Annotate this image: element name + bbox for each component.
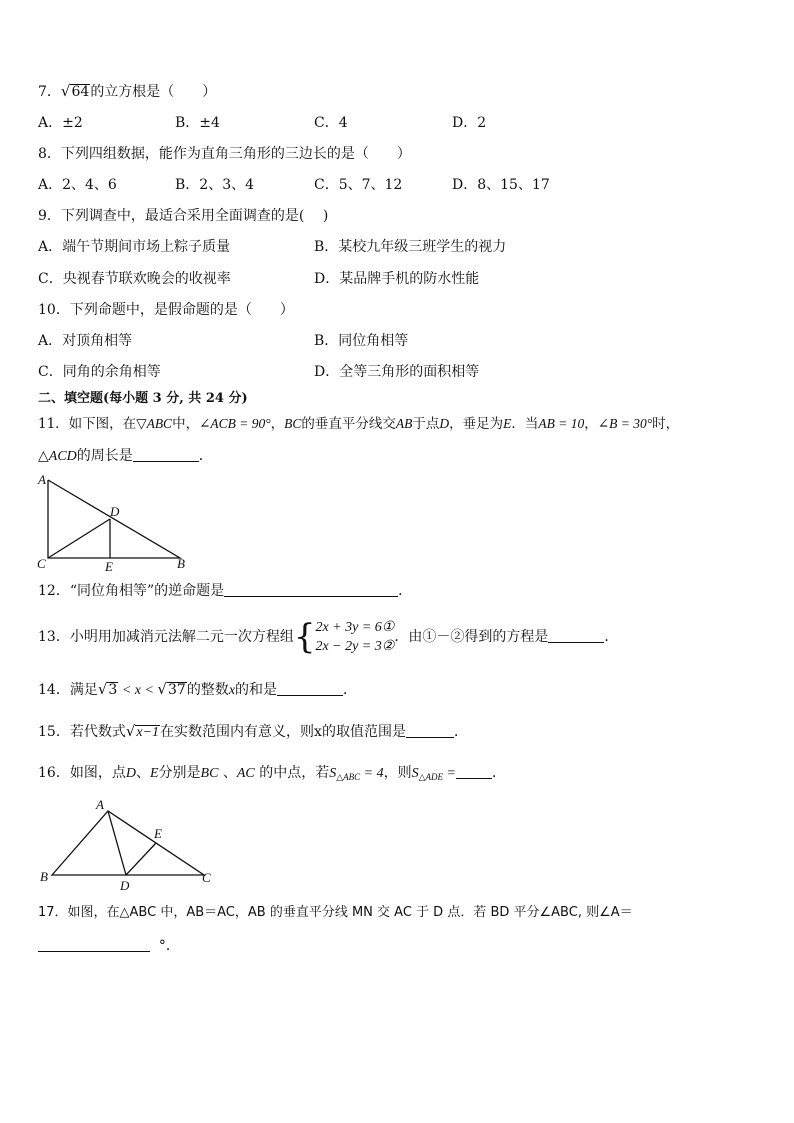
q8-option-a[interactable]: A．2、4、6 [38,177,117,193]
q16-triangle-figure [36,795,222,895]
q15-stem: 15．若代数式√x−1在实数范围内有意义，则x的取值范围是 ． [38,722,468,740]
point-label-e: E [154,826,162,841]
q8-option-d[interactable]: D．8、15、17 [452,177,550,193]
q10-option-d[interactable]: D．全等三角形的面积相等 [314,364,480,380]
q9-option-c[interactable]: C．央视春节联欢晚会的收视率 [38,271,231,287]
q10-option-a[interactable]: A．对顶角相等 [38,333,133,349]
q16-stem: 16．如图，点D、E分别是BC 、AC 的中点，若$S_{\triangle ABC} = 4$，则$S_{\triangle ADE}$ = ． [38,765,506,782]
q16-answer-blank[interactable] [456,764,492,779]
q9-option-b[interactable]: B．某校九年级三班学生的视力 [314,239,507,255]
q8-option-c[interactable]: C．5、7、12 [314,177,403,193]
q15-answer-blank[interactable] [406,723,454,738]
q9-option-d[interactable]: D．某品牌手机的防水性能 [314,271,480,287]
q7-stem [38,81,216,102]
q7-option-d[interactable]: D．2 [452,115,487,131]
q17-answer-blank[interactable] [38,937,150,952]
q7-number: 7． [38,84,61,100]
point-label-d: D [110,504,120,519]
point-label-a: A [96,797,104,812]
q17-stem: 17．如图，在△ABC 中，AB＝AC，AB 的垂直平分线 MN 交 AC 于 D 点．若 BD 平分∠ABC, 则∠A＝ [38,905,633,920]
q13-answer-blank[interactable] [548,628,604,643]
q9-stem: 9．下列调查中，最适合采用全面调查的是( ) [38,208,329,224]
q7-option-c[interactable]: C．4 [314,115,348,131]
section-title-fill-in: 二、填空题(每小题 3 分, 共 24 分) [38,391,248,406]
q7-radicand: 64 [71,84,90,100]
q12-stem: 12．“同位角相等”的逆命题是 ． [38,583,413,599]
point-label-b: B [40,869,48,884]
q14-answer-blank[interactable] [277,681,343,696]
sqrt-icon: √ [60,82,71,100]
q13-stem: 13．小明用加减消元法解二元一次方程组{2x + 3y = 6① 2x − 2y = 3②．由①－②得到的方程是 ． [38,617,619,657]
point-label-a: A [38,472,46,487]
q7-option-b[interactable]: B．±4 [175,115,220,131]
q10-option-c[interactable]: C．同角的余角相等 [38,364,161,380]
sqrt-icon: √ [97,680,108,698]
q8-option-b[interactable]: B．2、3、4 [175,177,255,193]
q11-stem-line2: △ACD的周长是 ． [38,448,213,464]
point-label-c: C [202,870,211,885]
q17-stem-line2: °． [38,936,180,956]
sqrt-icon: √ [157,680,167,698]
q11-answer-blank[interactable] [133,447,199,462]
q10-stem: 10．下列命题中，是假命题的是（ ） [38,302,294,318]
q11-stem: 11．如下图，在▽ABC中，∠ACB = 90°，BC的垂直平分线交AB于点D，垂足为E．当AB = 10，∠B = 30°时， [38,416,680,432]
q8-stem: 8．下列四组数据，能作为直角三角形的三边长的是（ ） [38,146,411,162]
point-label-d: D [120,878,130,893]
q11-triangle-figure [34,470,194,575]
q7-text: 的立方根是（ ） [90,84,217,100]
q14-stem: 14．满足√3 < x < √37的整数x的和是 ． [38,680,358,698]
q10-option-b[interactable]: B．同位角相等 [314,333,409,349]
point-label-b: B [177,556,185,571]
q13-equation-system: 2x + 3y = 6① 2x − 2y = 3② [315,620,395,654]
q7-option-a[interactable]: A．±2 [38,115,83,131]
q12-answer-blank[interactable] [224,582,398,597]
q9-option-a[interactable]: A．端午节期间市场上粽子质量 [38,239,231,255]
sqrt-icon: √ [125,722,136,740]
left-brace-icon: { [293,617,316,657]
point-label-c: C [37,556,46,571]
point-label-e: E [105,559,113,574]
